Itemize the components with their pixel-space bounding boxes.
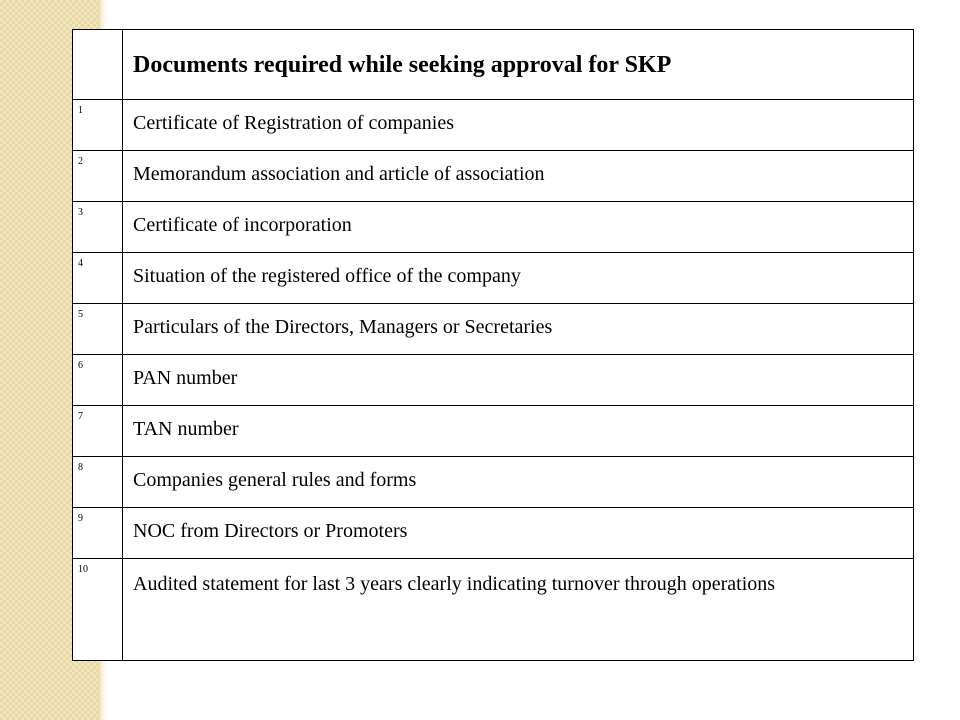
table-row bbox=[73, 457, 914, 508]
row-text: Situation of the registered office of the company bbox=[123, 253, 914, 304]
table-row bbox=[73, 508, 914, 559]
row-text: Memorandum association and article of association bbox=[123, 151, 914, 202]
row-number: 7 bbox=[73, 406, 123, 457]
row-text: NOC from Directors or Promoters bbox=[123, 508, 914, 559]
table-header: Documents required while seeking approval for SKP bbox=[123, 30, 914, 100]
row-number: 4 bbox=[73, 253, 123, 304]
table-row bbox=[73, 151, 914, 202]
row-number: 6 bbox=[73, 355, 123, 406]
table-row bbox=[73, 253, 914, 304]
row-text: Particulars of the Directors, Managers or Secretaries bbox=[123, 304, 914, 355]
row-text: Certificate of Registration of companies bbox=[123, 100, 914, 151]
table-row bbox=[73, 100, 914, 151]
row-text: Certificate of incorporation bbox=[123, 202, 914, 253]
row-number: 2 bbox=[73, 151, 123, 202]
row-text: TAN number bbox=[123, 406, 914, 457]
row-number: 8 bbox=[73, 457, 123, 508]
row-number: 3 bbox=[73, 202, 123, 253]
row-text: Audited statement for last 3 years clearly indicating turnover through operations bbox=[123, 559, 914, 661]
row-number: 9 bbox=[73, 508, 123, 559]
row-number: 1 bbox=[73, 100, 123, 151]
row-text: PAN number bbox=[123, 355, 914, 406]
row-text: Companies general rules and forms bbox=[123, 457, 914, 508]
header-number-cell bbox=[73, 30, 123, 100]
table-header-row bbox=[73, 30, 914, 100]
table-row bbox=[73, 559, 914, 661]
documents-table bbox=[72, 29, 914, 661]
table-row bbox=[73, 202, 914, 253]
table-row bbox=[73, 406, 914, 457]
table-row bbox=[73, 304, 914, 355]
row-number: 5 bbox=[73, 304, 123, 355]
table-row bbox=[73, 355, 914, 406]
row-number: 10 bbox=[73, 559, 123, 661]
